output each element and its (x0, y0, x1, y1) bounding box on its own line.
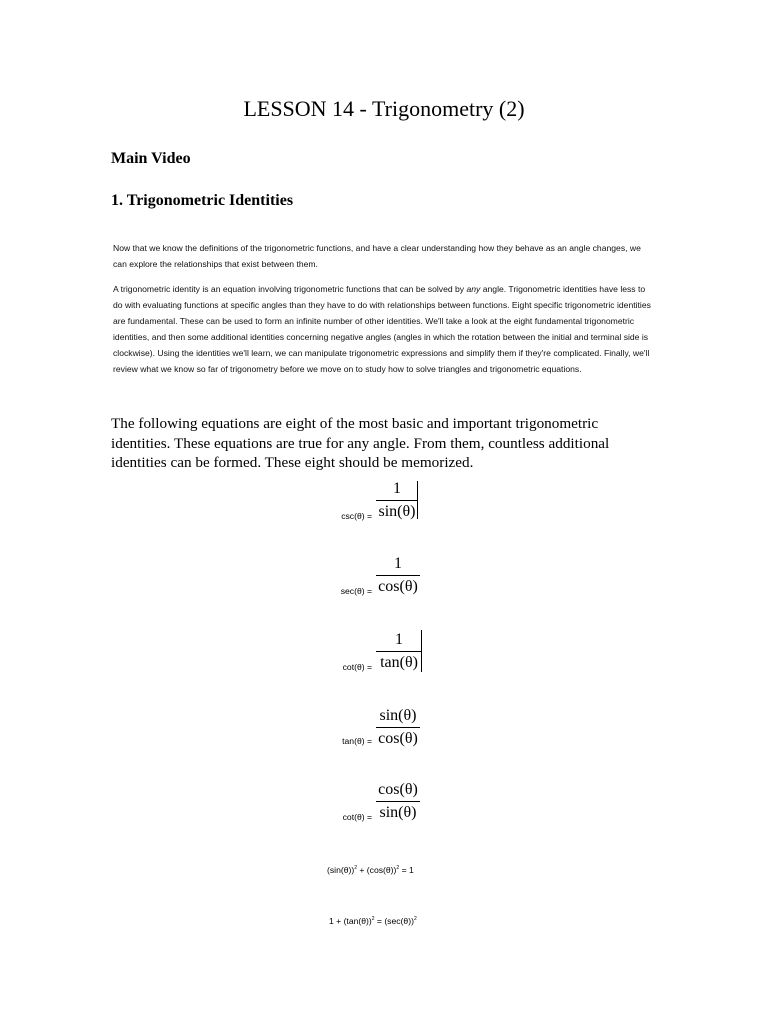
eq-part: (sin(θ)) (327, 865, 355, 875)
eq-part: = 1 (399, 865, 414, 875)
pythagorean-identity-sin-cos (327, 863, 414, 875)
eq-part: + (cos(θ)) (357, 865, 397, 875)
eq-part: = (sec(θ)) (374, 916, 414, 926)
identity-fraction-cot-quotient (376, 780, 420, 823)
exponent: 2 (413, 916, 417, 922)
fraction-numerator: cos(θ) (378, 781, 418, 798)
identity-fraction-tan (376, 706, 420, 749)
definition-emphasis: any (466, 284, 481, 294)
fraction-denominator: sin(θ) (379, 804, 417, 821)
memorize-paragraph: The following equations are eight of the most basic and important trigonometric identities. These equations are true for any angle. From them, countless additional identities can be formed. These eight should be memorized. (111, 415, 610, 471)
exponent: 2 (354, 865, 357, 871)
pythagorean-identity-tan-sec (329, 914, 417, 926)
fraction-denominator: cos(θ) (378, 578, 418, 595)
fraction-denominator: sin(θ) (378, 503, 416, 520)
identity-label-cot-quotient: cot(θ) = (342, 812, 372, 822)
fraction-bar (376, 575, 420, 576)
intro-paragraph: Now that we know the definitions of the trigonometric functions, and have a clear understanding how they behave as an angle changes, we can explore the relationships that exist between them. (113, 243, 641, 269)
fraction-bar (376, 727, 420, 728)
identity-fraction-sec (376, 554, 420, 597)
definition-paragraph (113, 281, 653, 377)
section-heading-main-video: Main Video (111, 150, 191, 167)
fraction-bar (376, 801, 420, 802)
fraction-numerator: 1 (395, 631, 403, 648)
formula-edge-line (421, 630, 422, 672)
identity-label-cot-reciprocal: cot(θ) = (342, 662, 372, 672)
definition-text-end: angle. Trigonometric identities have less to do with evaluating functions at specific angles than they have to do with relationships between functions. Eight specific trigonometric identities are fundamental. These can be used to form an infinite number of other identities. We'll take a look at the eight fundamental trigonometric identities, and then some additional identities concerning negative angles (angles in which the rotation between the initial and terminal side is clockwise). Using the identities we'll learn, we can manipulate trigonometric expressions and simplify them if they're complicated. Finally, we'll review what we know so far of trigonometry before we move on to study how to solve triangles and trigonometric equations. (113, 284, 651, 374)
identity-label-tan: tan(θ) = (342, 736, 372, 746)
identity-label-sec: sec(θ) = (340, 586, 372, 596)
fraction-bar (376, 651, 422, 652)
page-title: LESSON 14 - Trigonometry (2) (243, 96, 525, 121)
formula-edge-line (417, 481, 418, 519)
section-heading-identities: 1. Trigonometric Identities (111, 192, 294, 209)
fraction-numerator: sin(θ) (379, 707, 417, 724)
fraction-numerator: 1 (394, 555, 402, 572)
identity-fraction-cot-reciprocal (376, 630, 422, 673)
identity-label-csc: csc(θ) = (341, 511, 372, 521)
fraction-bar (376, 500, 418, 501)
fraction-denominator: cos(θ) (378, 730, 418, 747)
fraction-numerator: 1 (393, 480, 401, 497)
eq-part: 1 + (tan(θ)) (329, 916, 372, 926)
exponent: 2 (371, 916, 375, 922)
fraction-denominator: tan(θ) (380, 654, 418, 671)
exponent: 2 (396, 865, 400, 871)
identity-fraction-csc (376, 479, 418, 522)
definition-text-start: A trigonometric identity is an equation involving trigonometric functions that can be solved by (113, 284, 467, 294)
